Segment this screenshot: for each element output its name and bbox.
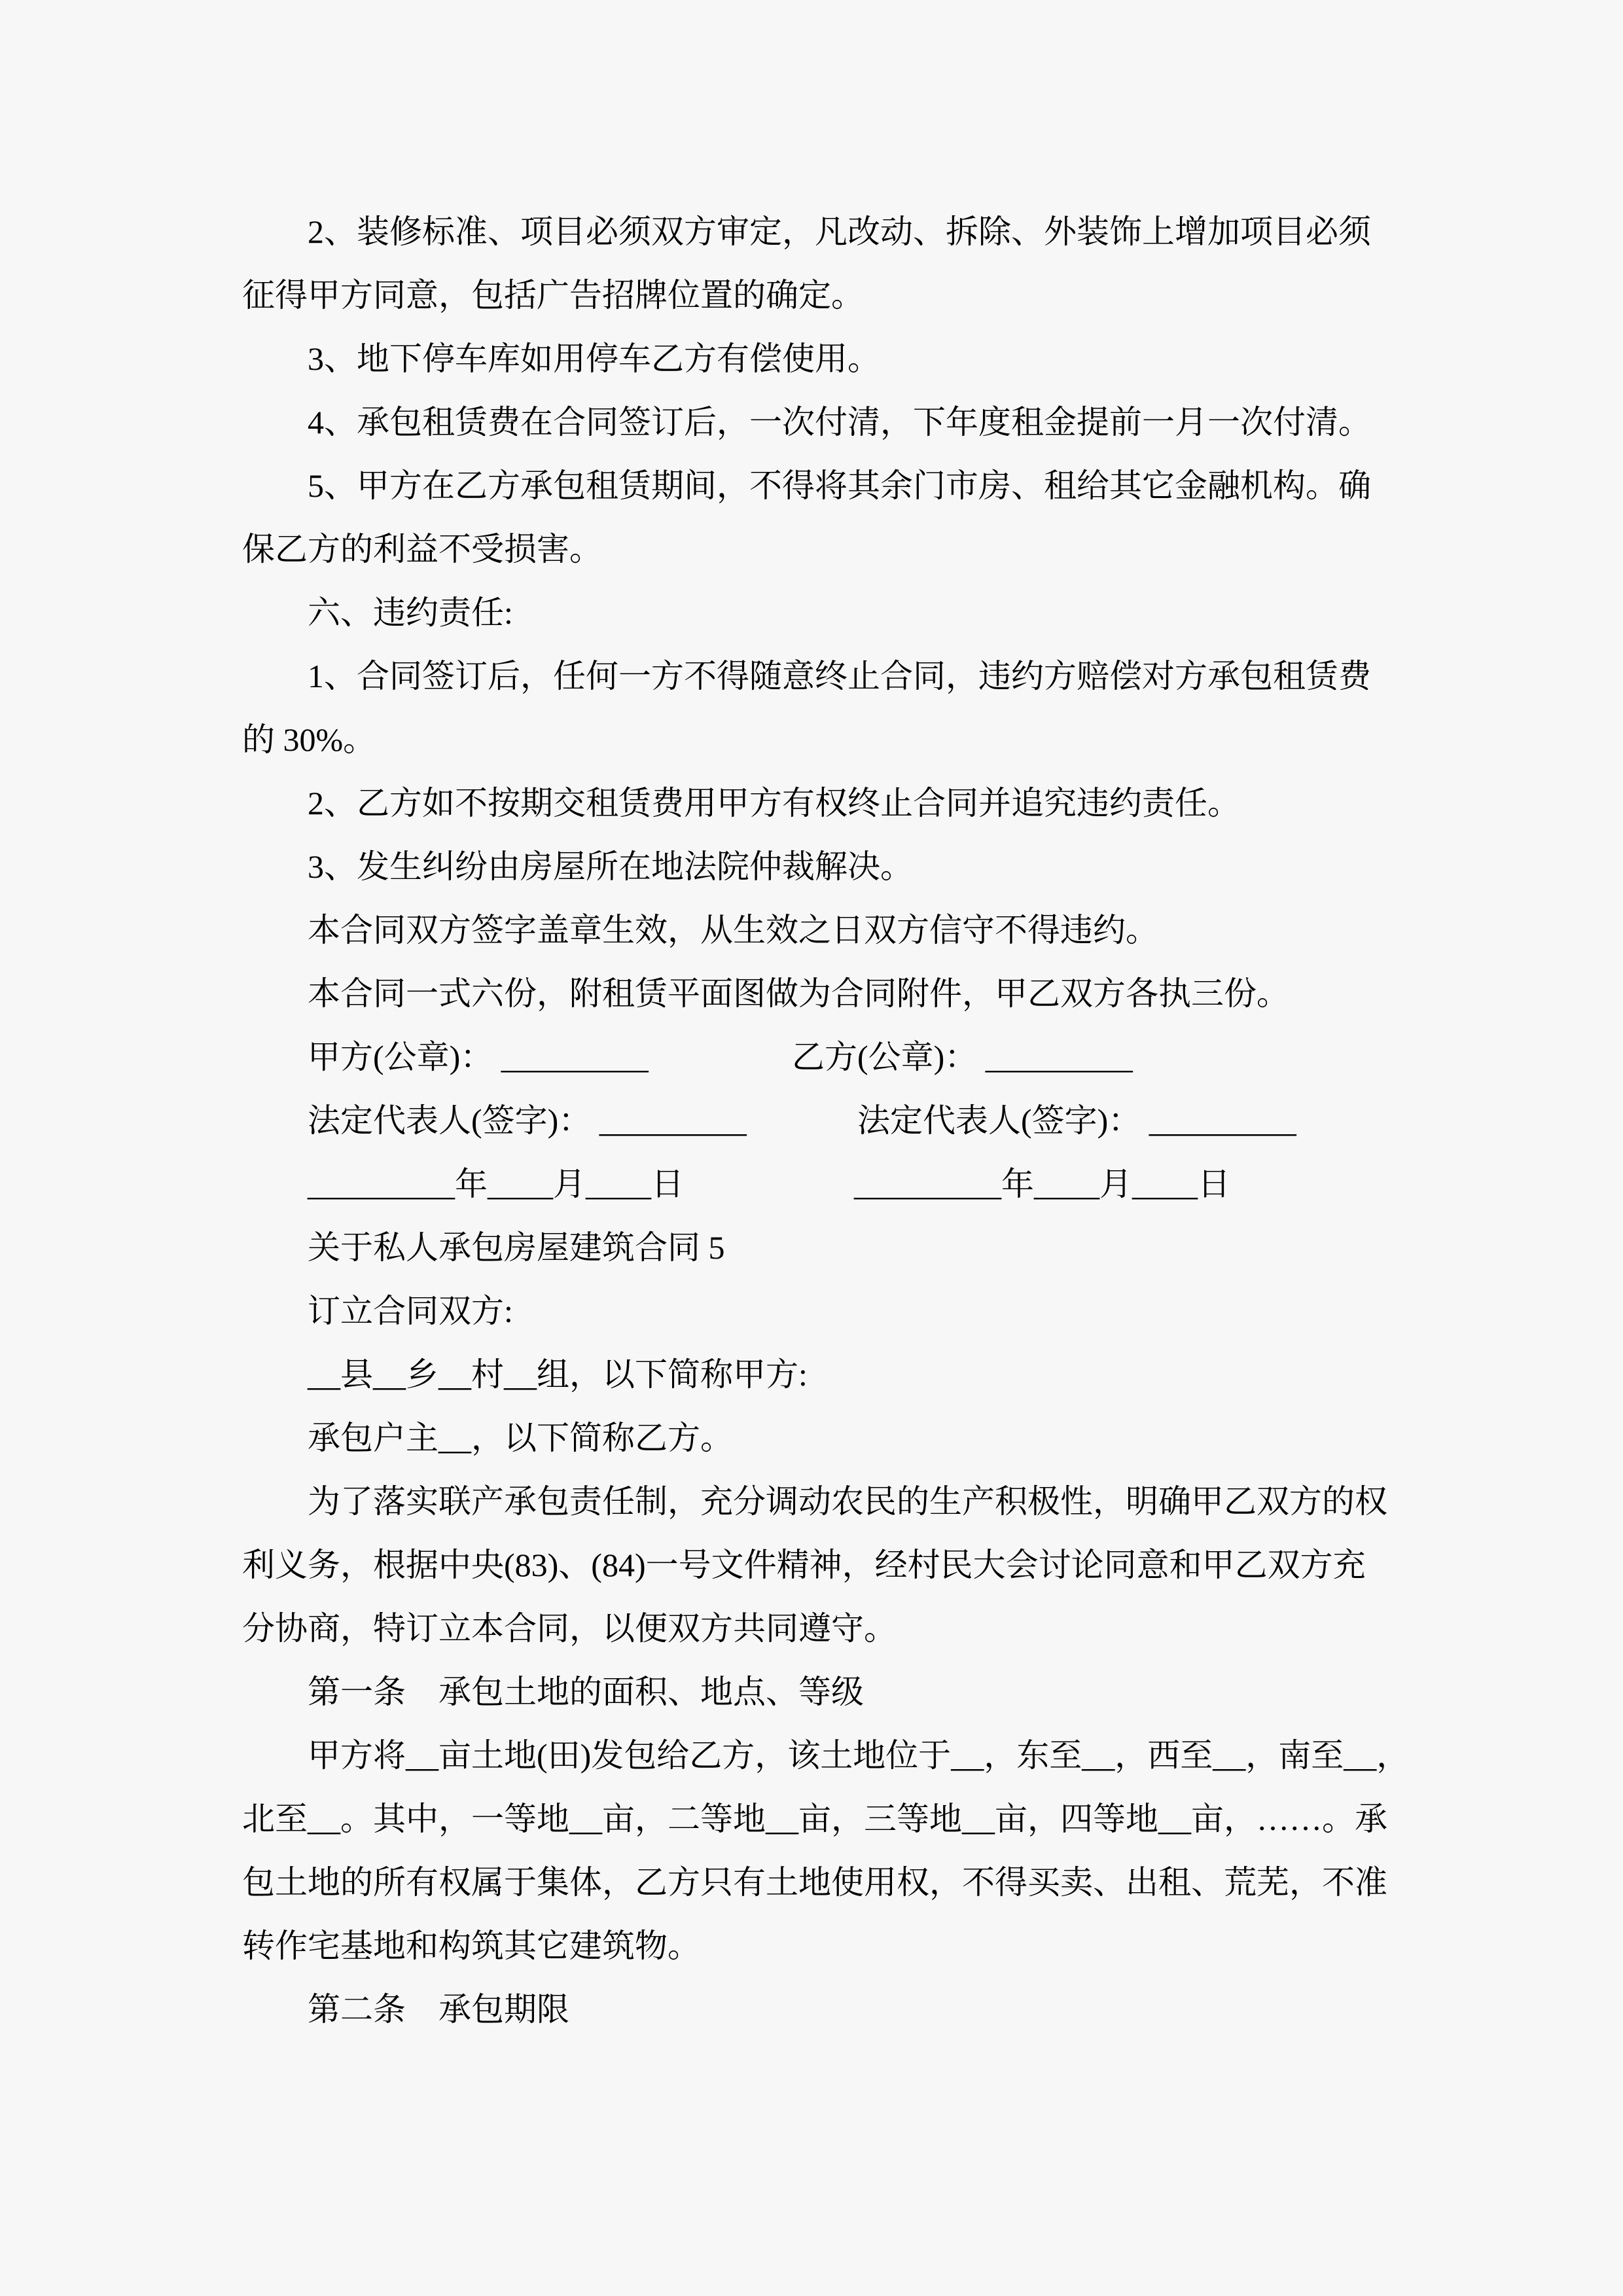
document-line: 本合同双方签字盖章生效，从生效之日双方信守不得违约。 <box>308 912 1158 948</box>
signature-row <box>242 1026 1407 1089</box>
signature-col: 甲方(公章)： _________ <box>308 1039 649 1075</box>
document-line: 北至__。其中，一等地__亩，二等地__亩，三等地__亩，四等地__亩，……。承 <box>242 1801 1387 1837</box>
document-line: 包土地的所有权属于集体，乙方只有土地使用权，不得买卖、出租、荒芜，不准 <box>242 1864 1387 1901</box>
document-line: 第二条 承包期限 <box>308 1991 569 2028</box>
document-line: 承包户主__，以下简称乙方。 <box>308 1420 733 1456</box>
signature-col: 法定代表人(签字)： _________ <box>308 1102 747 1139</box>
document-line: 1、合同签订后，任何一方不得随意终止合同，违约方赔偿对方承包租赁费 <box>308 658 1371 694</box>
document-line: 2、乙方如不按期交租赁费用甲方有权终止合同并追究违约责任。 <box>308 785 1240 821</box>
signature-col: 法定代表人(签字)： _________ <box>857 1102 1296 1139</box>
document-line: 第一条 承包土地的面积、地点、等级 <box>308 1674 864 1710</box>
document-line: 2、装修标准、项目必须双方审定，凡改动、拆除、外装饰上增加项目必须 <box>308 213 1371 250</box>
document-line: 订立合同双方: <box>308 1293 513 1329</box>
signature-col: _________年____月____日 <box>308 1166 684 1202</box>
signature-col: 乙方(公章)： _________ <box>792 1039 1133 1075</box>
signature-col: _________年____月____日 <box>854 1166 1230 1202</box>
document-line: 甲方将__亩土地(田)发包给乙方，该土地位于__，东至__，西至__，南至__， <box>308 1737 1410 1774</box>
document-line: 利义务，根据中央(83)、(84)一号文件精神，经村民大会讨论同意和甲乙双方充 <box>242 1547 1366 1583</box>
document-line: 保乙方的利益不受损害。 <box>242 531 602 567</box>
document-line: 3、发生纠纷由房屋所在地法院仲裁解决。 <box>308 848 913 885</box>
document-line: 的 30%。 <box>242 721 376 758</box>
document-line: 4、承包租赁费在合同签订后，一次付清，下年度租金提前一月一次付清。 <box>308 404 1371 440</box>
document-line: 为了落实联产承包责任制，充分调动农民的生产积极性，明确甲乙双方的权 <box>308 1483 1387 1520</box>
document-line: 征得甲方同意，包括广告招牌位置的确定。 <box>242 277 864 314</box>
document-line: 转作宅基地和构筑其它建筑物。 <box>242 1928 700 1964</box>
document-line: 关于私人承包房屋建筑合同 5 <box>308 1229 725 1266</box>
document-line: 分协商，特订立本合同，以便双方共同遵守。 <box>242 1610 897 1647</box>
document-line: __县__乡__村__组，以下简称甲方: <box>308 1356 808 1393</box>
document-line: 六、违约责任: <box>308 594 513 631</box>
document-line: 3、地下停车库如用停车乙方有偿使用。 <box>308 340 880 377</box>
signature-row <box>242 1153 1407 1216</box>
signature-row <box>242 1089 1407 1153</box>
document-line: 本合同一式六份，附租赁平面图做为合同附件，甲乙双方各执三份。 <box>308 975 1289 1012</box>
document-line: 5、甲方在乙方承包租赁期间，不得将其余门市房、租给其它金融机构。确 <box>308 467 1371 504</box>
